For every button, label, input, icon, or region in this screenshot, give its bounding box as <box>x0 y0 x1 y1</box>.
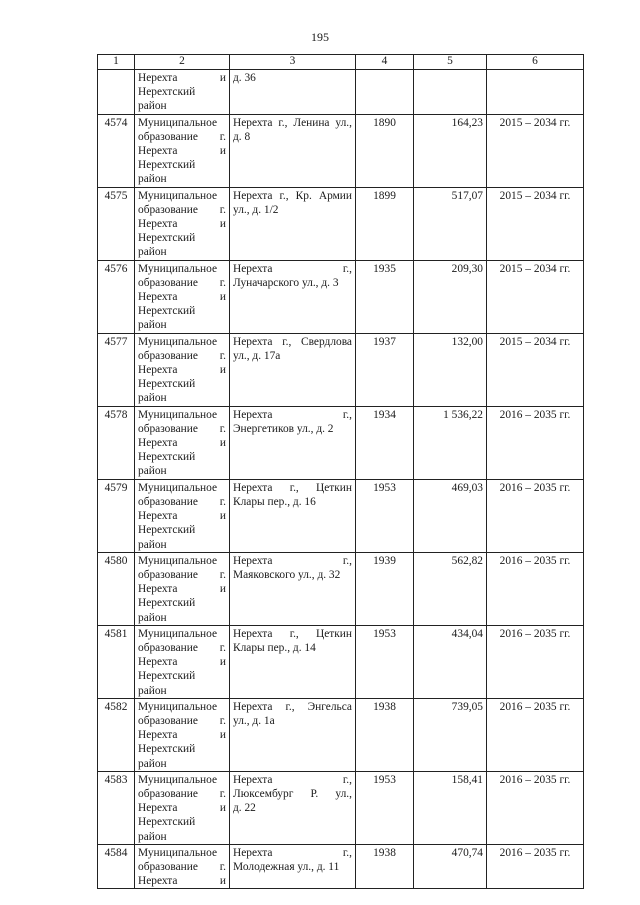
year-cell: 1938 <box>356 844 414 889</box>
column-header: 3 <box>230 55 356 70</box>
column-header: 1 <box>98 55 135 70</box>
municipality-line: район <box>138 319 167 332</box>
year-cell: 1890 <box>356 114 414 187</box>
address-line: Нерехта г., <box>233 262 352 275</box>
period-cell: 2016 – 2035 гг. <box>487 844 584 889</box>
address-line: д. 36 <box>233 72 256 84</box>
year-cell: 1935 <box>356 260 414 333</box>
table-row <box>98 114 584 187</box>
municipality-line: Нерехта и <box>138 364 226 377</box>
row-id-cell: 4577 <box>98 333 135 406</box>
address-line: Луначарского ул., д. 3 <box>233 276 339 289</box>
address-line: ул., д. 1/2 <box>233 203 279 216</box>
address-line: Энергетиков ул., д. 2 <box>233 422 334 435</box>
municipality-line: район <box>138 465 167 478</box>
area-cell: 469,03 <box>414 479 487 552</box>
address-cell <box>230 333 356 406</box>
address-cell <box>230 406 356 479</box>
municipality-line: образование г. <box>138 422 226 435</box>
municipality-line: Нерехта и <box>138 583 226 596</box>
municipality-line: район <box>138 173 167 186</box>
municipality-line: район <box>138 684 167 697</box>
municipality-line: Муниципальное <box>138 262 218 275</box>
area-cell: 562,82 <box>414 552 487 625</box>
municipality-line: Нерехтский <box>138 524 196 537</box>
period-cell: 2016 – 2035 гг. <box>487 771 584 844</box>
municipality-line: Нерехтский <box>138 378 196 391</box>
municipality-line: Муниципальное <box>138 408 218 421</box>
address-line: д. 22 <box>233 802 256 815</box>
address-line: Нерехта г., Цеткин <box>233 481 352 494</box>
table-row <box>98 187 584 260</box>
address-cell <box>230 114 356 187</box>
address-cell <box>230 260 356 333</box>
municipality-line: образование г. <box>138 714 226 727</box>
municipality-line: район <box>138 757 167 770</box>
municipality-cell <box>135 406 230 479</box>
period-cell: 2016 – 2035 гг. <box>487 698 584 771</box>
row-id-cell: 4576 <box>98 260 135 333</box>
year-cell: 1899 <box>356 187 414 260</box>
row-id-cell: 4580 <box>98 552 135 625</box>
municipality-line: Нерехтский <box>138 451 196 464</box>
municipality-cell <box>135 625 230 698</box>
table-row <box>98 260 584 333</box>
address-cell <box>230 552 356 625</box>
municipality-cell <box>135 844 230 889</box>
address-line: Нерехта г., Ленина ул., <box>233 116 352 129</box>
period-cell: 2015 – 2034 гг. <box>487 187 584 260</box>
municipality-line: Муниципальное <box>138 335 218 348</box>
municipality-line: Нерехта и <box>138 72 226 84</box>
municipality-line: район <box>138 830 167 843</box>
address-line: ул., д. 17а <box>233 349 281 362</box>
row-id-cell: 4575 <box>98 187 135 260</box>
area-cell: 434,04 <box>414 625 487 698</box>
address-cell <box>230 698 356 771</box>
municipality-line: образование г. <box>138 130 226 143</box>
municipality-line: образование г. <box>138 568 226 581</box>
address-line: Маяковского ул., д. 32 <box>233 568 341 581</box>
table-row <box>98 479 584 552</box>
municipality-line: Нерехта и <box>138 729 226 742</box>
column-header: 5 <box>414 55 487 70</box>
address-line: Нерехта г., <box>233 408 352 421</box>
address-cell <box>230 187 356 260</box>
municipality-line: Муниципальное <box>138 846 218 859</box>
municipality-line: образование г. <box>138 203 226 216</box>
municipality-line: Нерехтский <box>138 86 196 99</box>
row-id-cell: 4584 <box>98 844 135 889</box>
row-id-cell: 4583 <box>98 771 135 844</box>
municipality-line: Нерехта и <box>138 291 226 304</box>
year-cell: 1953 <box>356 479 414 552</box>
municipality-cell <box>135 70 230 115</box>
address-cell <box>230 479 356 552</box>
column-header: 6 <box>487 55 584 70</box>
municipality-line: Нерехта и <box>138 145 226 158</box>
municipality-line: Нерехтский <box>138 305 196 318</box>
address-line: Нерехта г., Кр. Армии <box>233 189 352 202</box>
municipality-cell <box>135 260 230 333</box>
municipality-line: район <box>138 611 167 624</box>
page-number: 195 <box>311 30 329 44</box>
municipality-cell <box>135 698 230 771</box>
year-cell: 1937 <box>356 333 414 406</box>
municipality-line: образование г. <box>138 860 226 873</box>
year-cell: 1953 <box>356 625 414 698</box>
address-cell <box>230 771 356 844</box>
address-cell <box>230 70 356 115</box>
table-row <box>98 406 584 479</box>
municipality-cell <box>135 187 230 260</box>
year-cell: 1934 <box>356 406 414 479</box>
municipality-line: район <box>138 100 167 113</box>
area-cell: 158,41 <box>414 771 487 844</box>
municipality-line: Нерехтский <box>138 159 196 172</box>
municipality-line: Муниципальное <box>138 189 218 202</box>
area-cell <box>414 70 487 115</box>
address-line: Люксембург Р. ул., <box>233 787 352 800</box>
municipality-line: район <box>138 392 167 405</box>
address-line: Нерехта г., Свердлова <box>233 335 352 348</box>
municipality-cell <box>135 114 230 187</box>
municipality-cell <box>135 333 230 406</box>
municipality-line: район <box>138 538 167 551</box>
municipality-line: Нерехта и <box>138 437 226 450</box>
municipality-line: Муниципальное <box>138 700 218 713</box>
municipality-line: Нерехта и <box>138 802 226 815</box>
area-cell: 739,05 <box>414 698 487 771</box>
address-line: Нерехта г., <box>233 773 352 786</box>
table-row <box>98 698 584 771</box>
municipality-line: Нерехта и <box>138 218 226 231</box>
column-header: 4 <box>356 55 414 70</box>
municipality-line: Муниципальное <box>138 627 218 640</box>
period-cell: 2015 – 2034 гг. <box>487 333 584 406</box>
year-cell <box>356 70 414 115</box>
table-row <box>98 625 584 698</box>
period-cell: 2015 – 2034 гг. <box>487 260 584 333</box>
municipality-line: Муниципальное <box>138 116 218 129</box>
table-row <box>98 333 584 406</box>
column-header: 2 <box>135 55 230 70</box>
area-cell: 164,23 <box>414 114 487 187</box>
municipality-line: Нерехта и <box>138 510 226 523</box>
municipality-line: образование г. <box>138 349 226 362</box>
municipality-line: Муниципальное <box>138 554 218 567</box>
row-id-cell: 4578 <box>98 406 135 479</box>
period-cell: 2015 – 2034 гг. <box>487 114 584 187</box>
municipality-line: Муниципальное <box>138 773 218 786</box>
year-cell: 1938 <box>356 698 414 771</box>
address-cell <box>230 625 356 698</box>
header-row <box>98 55 584 70</box>
municipality-line: Нерехтский <box>138 232 196 245</box>
table-row <box>98 844 584 889</box>
municipality-line: Нерехта и <box>138 656 226 669</box>
area-cell: 1 536,22 <box>414 406 487 479</box>
area-cell: 517,07 <box>414 187 487 260</box>
municipality-cell <box>135 552 230 625</box>
row-id-cell: 4579 <box>98 479 135 552</box>
table-row-continuation <box>98 70 584 115</box>
address-line: Нерехта г., Цеткин <box>233 627 352 640</box>
address-line: Молодежная ул., д. 11 <box>233 860 340 873</box>
table-body <box>98 70 584 889</box>
table-header <box>98 55 584 70</box>
year-cell: 1953 <box>356 771 414 844</box>
period-cell: 2016 – 2035 гг. <box>487 406 584 479</box>
municipality-line: Муниципальное <box>138 481 218 494</box>
address-cell <box>230 844 356 889</box>
municipality-cell <box>135 771 230 844</box>
municipality-line: образование г. <box>138 787 226 800</box>
municipality-line: Нерехта и <box>138 875 226 888</box>
area-cell: 470,74 <box>414 844 487 889</box>
municipality-line: Нерехтский <box>138 670 196 683</box>
municipality-line: образование г. <box>138 641 226 654</box>
address-line: д. 8 <box>233 130 251 143</box>
table-row <box>98 771 584 844</box>
address-line: Клары пер., д. 16 <box>233 495 316 508</box>
row-id-cell: 4582 <box>98 698 135 771</box>
address-line: ул., д. 1а <box>233 714 275 727</box>
row-id-cell: 4574 <box>98 114 135 187</box>
address-line: Нерехта г., <box>233 846 352 859</box>
period-cell <box>487 70 584 115</box>
area-cell: 132,00 <box>414 333 487 406</box>
municipality-line: образование г. <box>138 276 226 289</box>
address-line: Клары пер., д. 14 <box>233 641 316 654</box>
municipality-cell <box>135 479 230 552</box>
municipality-line: район <box>138 246 167 259</box>
municipality-line: образование г. <box>138 495 226 508</box>
address-line: Нерехта г., Энгельса <box>233 700 352 713</box>
row-id-cell <box>98 70 135 115</box>
row-id-cell: 4581 <box>98 625 135 698</box>
year-cell: 1939 <box>356 552 414 625</box>
housing-registry-table <box>97 54 584 889</box>
period-cell: 2016 – 2035 гг. <box>487 552 584 625</box>
period-cell: 2016 – 2035 гг. <box>487 479 584 552</box>
period-cell: 2016 – 2035 гг. <box>487 625 584 698</box>
table-row <box>98 552 584 625</box>
municipality-line: Нерехтский <box>138 816 196 829</box>
municipality-line: Нерехтский <box>138 597 196 610</box>
municipality-line: Нерехтский <box>138 743 196 756</box>
area-cell: 209,30 <box>414 260 487 333</box>
address-line: Нерехта г., <box>233 554 352 567</box>
